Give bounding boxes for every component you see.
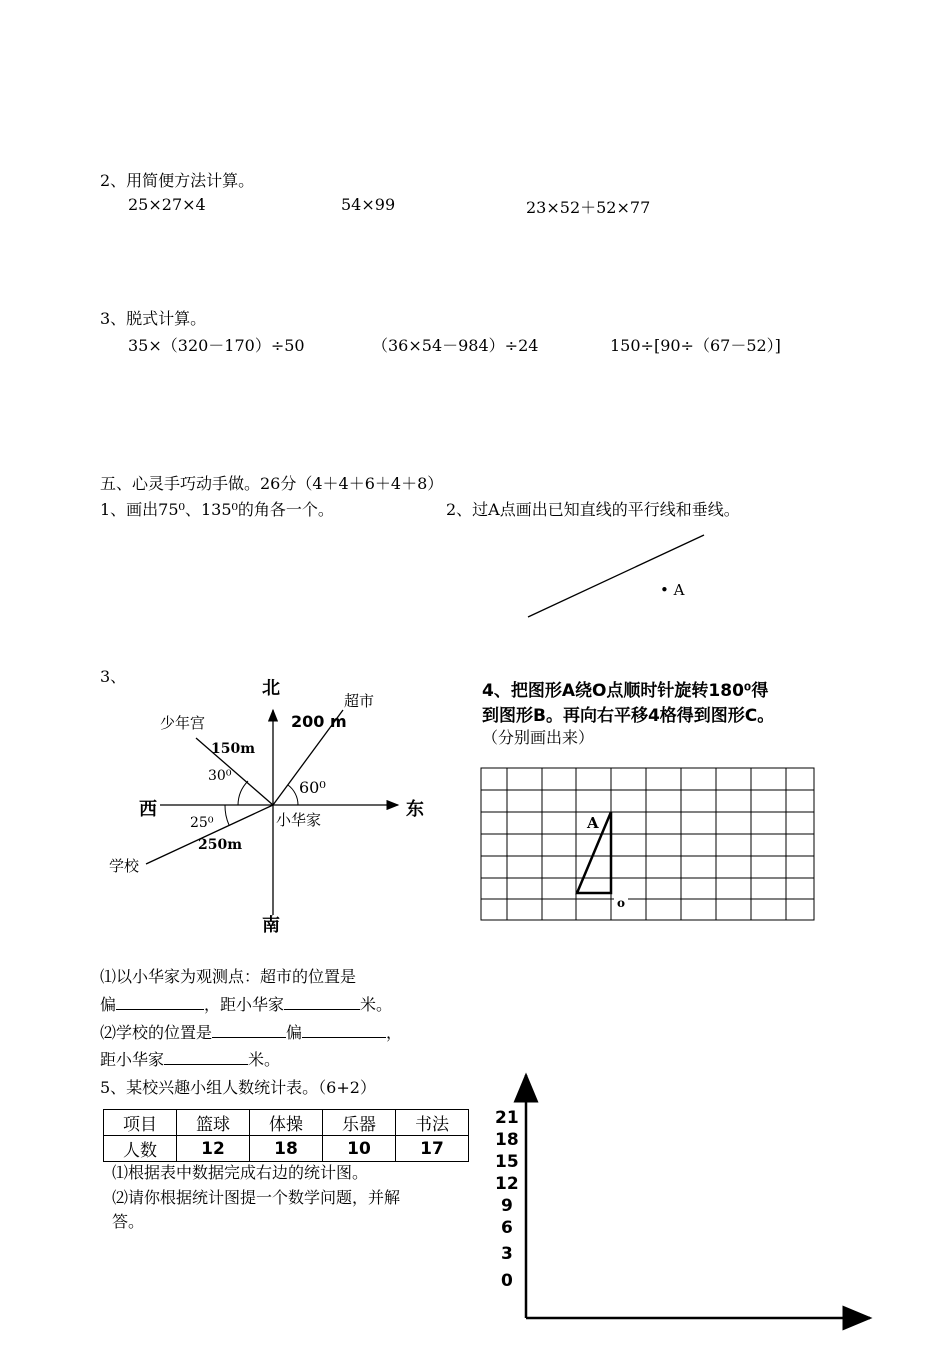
q4-line1: 4、把图形A绕O点顺时针旋转180⁰得 — [482, 681, 769, 701]
stats-header-cell: 乐器 — [323, 1110, 396, 1136]
y-tick-label: 3 — [501, 1244, 513, 1264]
y-tick-label: 18 — [495, 1130, 519, 1150]
school-label: 学校 — [109, 857, 140, 875]
stats-header-cell: 体操 — [250, 1110, 323, 1136]
angle-60-label: 60⁰ — [299, 778, 326, 797]
y-tick-label: 12 — [495, 1174, 519, 1194]
stats-row-label: 人数 — [104, 1136, 177, 1162]
angle-25-label: 25⁰ — [190, 815, 214, 831]
q3-sub1-distance-prefix: ，距小华家 — [204, 995, 285, 1014]
q3-sub1-line1: ⑴以小华家为观测点：超市的位置是 — [100, 967, 357, 986]
y-tick-label: 9 — [501, 1196, 513, 1216]
y-tick-label: 6 — [501, 1218, 513, 1238]
stats-value-cell: 12 — [177, 1136, 250, 1162]
q4-line3: （分别画出来） — [482, 728, 595, 747]
stats-header-cell: 项目 — [104, 1110, 177, 1136]
grid-label-a: A — [587, 814, 599, 832]
north-label: 北 — [262, 678, 280, 699]
q2-text: 2、过A点画出已知直线的平行线和垂线。 — [446, 500, 740, 519]
east-label: 东 — [406, 799, 424, 820]
q3-sub2-distance-prefix: 距小华家 — [100, 1050, 165, 1069]
q3-sub1-direction-prefix: 偏 — [100, 995, 117, 1014]
y-tick-label: 15 — [495, 1152, 519, 1172]
part5-title: 五、心灵手巧动手做。26分（4＋4＋6＋4＋8） — [100, 474, 444, 493]
q5-title: 5、某校兴趣小组人数统计表。（6+2） — [100, 1078, 376, 1097]
south-label: 南 — [262, 915, 280, 936]
youth-palace-label: 少年宫 — [160, 714, 206, 732]
stats-header-cell: 书法 — [396, 1110, 469, 1136]
q3-sub2-comma: ， — [386, 1023, 403, 1042]
section3-problem-1: 35×（320－170）÷50 — [128, 336, 305, 355]
section3-problem-3: 150÷[90÷（67－52）] — [610, 336, 781, 355]
stats-value-cell: 17 — [396, 1136, 469, 1162]
grid-label-o: o — [614, 896, 628, 910]
y-tick-label: 0 — [501, 1271, 513, 1291]
supermarket-label: 超市 — [344, 692, 375, 710]
section3-problem-2: （36×54－984）÷24 — [372, 336, 539, 355]
distance-150-label: 150m — [211, 741, 256, 757]
q5-sub2-line2: 答。 — [112, 1212, 145, 1231]
stats-value-cell: 18 — [250, 1136, 323, 1162]
stats-header-cell: 篮球 — [177, 1110, 250, 1136]
angle-30-label: 30⁰ — [208, 768, 232, 784]
q3-sub1-unit: 米。 — [360, 995, 393, 1014]
point-a-label: • A — [660, 581, 685, 599]
q3-number: 3、 — [100, 667, 127, 686]
section3-title: 3、脱式计算。 — [100, 309, 207, 328]
q3-sub2-unit: 米。 — [248, 1050, 281, 1069]
home-label: 小华家 — [276, 811, 322, 829]
q5-sub1: ⑴根据表中数据完成右边的统计图。 — [112, 1163, 369, 1182]
distance-200-label: 200 m — [291, 712, 347, 731]
stats-value-cell: 10 — [323, 1136, 396, 1162]
section2-problem-1: 25×27×4 — [128, 195, 206, 214]
q1-text: 1、画出75⁰、135⁰的角各一个。 — [100, 500, 334, 519]
q3-sub2-prefix: ⑵学校的位置是 — [100, 1023, 213, 1042]
section2-title: 2、用简便方法计算。 — [100, 171, 255, 190]
q4-line2: 到图形B。再向右平移4格得到图形C。 — [482, 706, 775, 726]
section2-problem-2: 54×99 — [341, 195, 396, 214]
distance-250-label: 250m — [198, 837, 243, 853]
q5-sub2-line1: ⑵请你根据统计图提一个数学问题，并解 — [112, 1188, 401, 1207]
y-tick-label: 21 — [495, 1108, 519, 1128]
west-label: 西 — [139, 799, 157, 820]
q3-sub2-middle: 偏 — [286, 1023, 303, 1042]
section2-problem-3: 23×52＋52×77 — [526, 198, 651, 217]
